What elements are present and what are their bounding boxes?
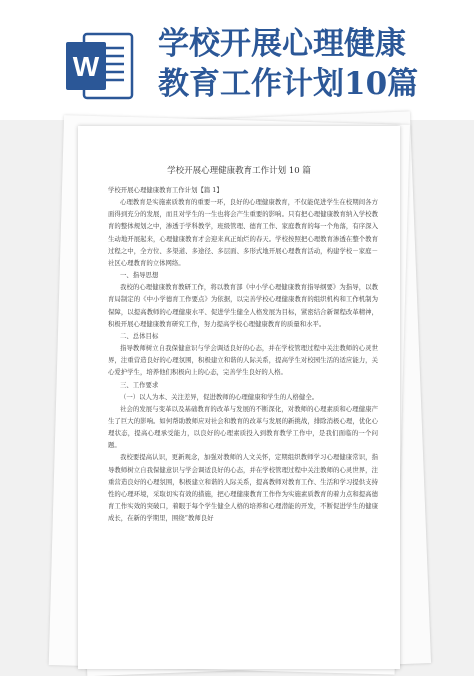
heading-work-requirements: 三、工作要求 [120, 380, 159, 389]
word-logo-letter: W [72, 51, 100, 82]
subheading-people-oriented: （一）以人为本、关注差异，促进教师的心理健康和学生的人格健全。 [120, 392, 319, 401]
paragraph-school-measures: 我校要提高认识，更新观念，加强对教师的人文关怀，定期组织教师学习心理健康常识，指导教师树立自我保健意识与学会调适良好的心态，并在学校管理过程中关注教师的心灵世界，注重营造良好的心理氛围，积极建立和谐的人际关系，提高教师对教育工作、生活和学习提供支持性的心理环境，采取切实有效的措施，把心理健康教育工作作为实施素质教育的着力点和提高德育工作实效的突破口，着眼于每个学生健全人格的培养和心理潜能的开发，不断促进学生的健康成长，在新的学期里，围绕“教师良好 [108, 453, 378, 523]
paragraph-intro: 心理教育是实施素质教育的重要一环，良好的心理健康教育，不仅能促进学生在校期间各方面得到充分的发展，而且对学生的一生也将会产生重要的影响。只有把心理健康教育纳入学校教育的整体规划之中，渗透于学科教学，班级管理、德育工作、家庭教育的每一个角落，有序深入生动地开展起来，心理健康教育才会迎来真正灿烂的春天。学校按照把心理教育渗透在整个教育过程之中，全方位、多渠道、多途径、多层面、多形式地开展心理教育活动，构建学校－家庭－社区心理教育的立体网络。 [108, 198, 378, 267]
banner-title [158, 24, 458, 104]
heading-overall-goals: 二、总体目标 [120, 331, 159, 340]
document-page [78, 126, 400, 669]
banner [0, 0, 474, 120]
page-fade [78, 639, 400, 669]
paragraph-social-development: 社会的发展与变革以及基础教育的改革与发展的不断深化，对教师的心理素质和心理健康产生了巨大的影响。如何帮助教师应对社会和教育的改革与发展的新挑战，排除消极心理，优化心理状态，提高心理承受能力，以良好的心理素质投入到教育教学工作中，是我们面临的一个问题。 [108, 404, 378, 450]
banner-title-line1: 学校开展心理健康 [158, 26, 406, 62]
word-document-icon [62, 28, 138, 104]
section-heading: 学校开展心理健康教育工作计划【篇 1】 [108, 186, 223, 194]
document-title: 学校开展心理健康教育工作计划 10 篇 [167, 166, 311, 176]
paragraph-guiding-ideology: 我校的心理健康教育教研工作，将以教育部《中小学心理健康教育指导纲要》为指导，以教育局制定的《中小学德育工作要点》为依据，以完善学校心理健康教育的组织机构和工作机制为保障，以提高教师的心理健康水平、促进学生健全人格发展为目标，紧密结合新课程改革精神，积极开展心理健康教育研究工作，努力提高学校心理健康教育的质量和水平。 [108, 283, 378, 328]
heading-guiding-ideology: 一、指导思想 [120, 271, 159, 280]
paragraph-overall-goals: 指导教师树立自我保健意识与学会调适良好的心态，并在学校管理过程中关注教师的心灵世界，注重营造良好的心理氛围，积极建立和谐的人际关系，提高学生对校园生活的适应能力，关心爱护学生，培养他们积极向上的心态，完善学生良好的人格。 [108, 344, 378, 377]
banner-title-line2: 教育工作计划10篇 [158, 66, 419, 102]
document-body [108, 184, 378, 524]
